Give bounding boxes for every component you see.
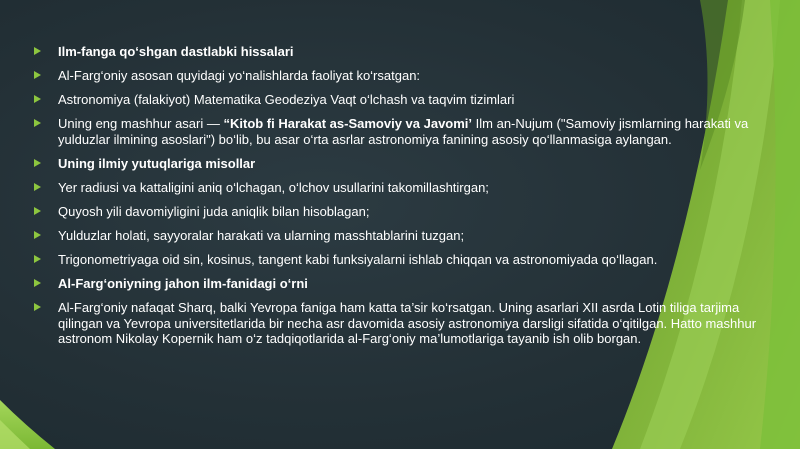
item-text: Astronomiya (falakiyot) Matematika Geodeziya Vaqt o‘lchash va taqvim tizimlari <box>58 92 515 108</box>
bullet-arrow-icon <box>34 207 41 215</box>
item-text: Yer radiusi va kattaligini aniq o‘lchagan, o‘lchov usullarini takomillashtirgan; <box>58 179 489 195</box>
bullet-list <box>34 44 774 356</box>
list-item <box>34 44 774 60</box>
bullet-arrow-icon <box>34 279 41 287</box>
bullet-arrow-icon <box>34 303 41 311</box>
item-text-pre: Uning eng mashhur asari — <box>58 116 224 132</box>
item-text: Al-Farg‘oniy nafaqat Sharq, balki Yevropa faniga ham katta ta’sir ko‘rsatgan. Uning asarlari XII asrda Lotin tiliga tarjima qilingan va Yevropa universitetlarida bir necha asr davomida asosiy astronomiya darsligi sifatida o‘qitilgan. Hatto mashhur astronom Nikolay Kopernik ham o‘z tadqiqotlarida al-Farg‘oniy ma’lumotlariga tayanib ish olib borgan. <box>58 300 757 347</box>
book-title: “Kitob fi Harakat as-Samoviy va Javomi’ <box>223 116 473 132</box>
list-item <box>34 252 774 268</box>
item-text: Al-Farg‘oniyning jahon ilm-fanidagi o‘rni <box>58 276 308 292</box>
bullet-arrow-icon <box>34 159 41 167</box>
item-text: Quyosh yili davomiyligini juda aniqlik bilan hisoblagan; <box>58 204 370 220</box>
list-item <box>34 180 774 196</box>
list-item <box>34 228 774 244</box>
list-item <box>34 276 774 292</box>
item-text: Ilm-fanga qo‘shgan dastlabki hissalari <box>58 44 294 59</box>
bullet-arrow-icon <box>34 231 41 239</box>
item-text-post: Ilm an-Nujum ("Samoviy jismlarning harakati va yulduzlar ilmining asoslari") bo‘lib, bu asar o‘rta asrlar astronomiya fanining asosiy qo‘llanmasiga aylangan. <box>58 116 749 147</box>
bullet-arrow-icon <box>34 71 41 79</box>
item-text: Yulduzlar holati, sayyoralar harakati va ularning masshtablarini tuzgan; <box>58 228 465 244</box>
list-item <box>34 116 774 147</box>
item-text: Uning ilmiy yutuqlariga misollar <box>58 155 256 171</box>
item-text: Trigonometriyaga oid sin, kosinus, tangent kabi funksiyalarni ishlab chiqqan va astronomiyada qo‘llagan. <box>58 252 658 268</box>
bullet-arrow-icon <box>34 95 41 103</box>
list-item <box>34 68 774 84</box>
bullet-arrow-icon <box>34 119 41 127</box>
list-item <box>34 92 774 108</box>
list-item <box>34 300 774 347</box>
list-item <box>34 204 774 220</box>
list-item <box>34 156 774 172</box>
item-text: Al-Farg‘oniy asosan quyidagi yo‘nalishlarda faoliyat ko‘rsatgan: <box>58 68 421 84</box>
bullet-arrow-icon <box>34 47 41 55</box>
bullet-arrow-icon <box>34 255 41 263</box>
bullet-arrow-icon <box>34 183 41 191</box>
